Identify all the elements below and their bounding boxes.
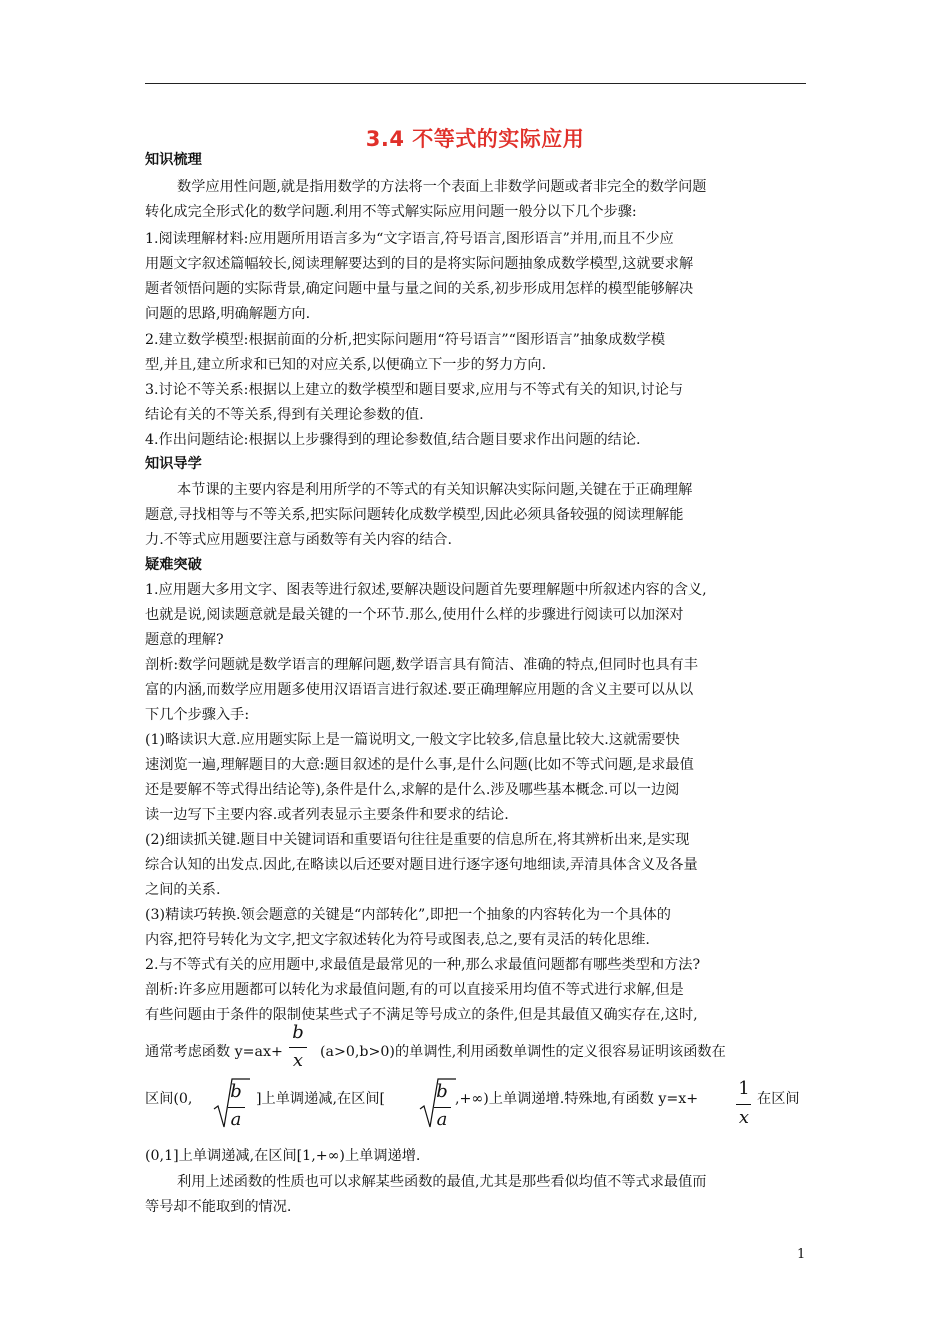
fraction-numerator: b — [292, 1022, 304, 1043]
paragraph-line: (2)细读抓关键.题目中关键词语和重要语句往往是重要的信息所在,将其辨析出来,是实现 — [145, 832, 690, 848]
paragraph-line: 2.建立数学模型:根据前面的分析,把实际问题用“符号语言”“图形语言”抽象成数学模 — [145, 332, 666, 348]
fraction-bar — [736, 1104, 751, 1105]
header-rule — [145, 83, 806, 84]
paragraph-line-middle: ]上单调递减,在区间[ — [256, 1091, 386, 1107]
fraction-denominator: x — [292, 1050, 304, 1071]
fraction-bar — [289, 1047, 307, 1048]
paragraph-line: 剖析:许多应用题都可以转化为求最值问题,有的可以直接采用均值不等式进行求解,但是 — [145, 982, 684, 998]
paragraph-line: 下几个步骤入手: — [145, 707, 250, 723]
paragraph-line: 等号却不能取到的情况. — [145, 1199, 292, 1215]
paragraph-line: (0,1]上单调递减,在区间[1,+∞)上单调递增. — [145, 1148, 421, 1164]
paragraph-line: 读一边写下主要内容.或者列表显示主要条件和要求的结论. — [145, 807, 509, 823]
paragraph-line: 2.与不等式有关的应用题中,求最值是最常见的一种,那么求最值问题都有哪些类型和方法? — [145, 957, 701, 973]
paragraph-line: (1)略读识大意.应用题实际上是一篇说明文,一般文字比较多,信息量比较大.这就需要快 — [145, 732, 680, 748]
section-heading: 知识梳理 — [145, 152, 202, 168]
paragraph-line: (3)精读巧转换.领会题意的关键是“内部转化”,即把一个抽象的内容转化为一个具体的 — [145, 907, 671, 923]
paragraph-line: 本节课的主要内容是利用所学的不等式的有关知识解决实际问题,关键在于正确理解 — [177, 482, 693, 498]
paragraph-line: 题意的理解? — [145, 632, 224, 648]
paragraph-line: 富的内涵,而数学应用题多使用汉语语言进行叙述.要正确理解应用题的含义主要可以从以 — [145, 682, 694, 698]
paragraph-line: 3.讨论不等关系:根据以上建立的数学模型和题目要求,应用与不等式有关的知识,讨论与 — [145, 382, 684, 398]
fraction-numerator: b — [230, 1081, 242, 1102]
paragraph-line: 有些问题由于条件的限制使某些式子不满足等号成立的条件,但是其最值又确实存在,这时, — [145, 1007, 698, 1023]
paragraph-line: 题意,寻找相等与不等关系,把实际问题转化成数学模型,因此必须具备较强的阅读理解能 — [145, 507, 684, 523]
paragraph-line: 型,并且,建立所求和已知的对应关系,以便确立下一步的努力方向. — [145, 357, 547, 373]
fraction-denominator: x — [738, 1107, 750, 1128]
section-heading: 知识导学 — [145, 456, 202, 472]
paragraph-line: 综合认知的出发点.因此,在略读以后还要对题目进行逐字逐句地细读,弄清具体含义及各量 — [145, 857, 698, 873]
fraction-numerator: b — [436, 1081, 448, 1102]
paragraph-line-start: 通常考虑函数 y=ax+ — [145, 1044, 283, 1060]
paragraph-line: 内容,把符号转化为文字,把文字叙述转化为符号或图表,总之,要有灵活的转化思维. — [145, 932, 650, 948]
paragraph-line-start: 区间(0, — [145, 1091, 193, 1107]
paragraph-line-middle: ,+∞)上单调递增.特殊地,有函数 y=x+ — [455, 1091, 699, 1107]
paragraph-line-end: (a>0,b>0)的单调性,利用函数单调性的定义很容易证明该函数在 — [320, 1044, 726, 1060]
paragraph-line: 也就是说,阅读题意就是最关键的一个环节.那么,使用什么样的步骤进行阅读可以加深对 — [145, 607, 684, 623]
paragraph-line: 题者领悟问题的实际背景,确定问题中量与量之间的关系,初步形成用怎样的模型能够解决 — [145, 281, 694, 297]
paragraph-line: 利用上述函数的性质也可以求解某些函数的最值,尤其是那些看似均值不等式求最值而 — [177, 1174, 707, 1190]
fraction-denominator: a — [436, 1109, 448, 1130]
paragraph-line: 用题文字叙述篇幅较长,阅读理解要达到的目的是将实际问题抽象成数学模型,这就要求解 — [145, 256, 694, 272]
fraction-numerator: 1 — [738, 1078, 750, 1099]
paragraph-line: 还是要解不等式得出结论等),条件是什么,求解的是什么.涉及哪些基本概念.可以一边阅 — [145, 782, 680, 798]
page-number: 1 — [797, 1247, 806, 1262]
paragraph-line: 数学应用性问题,就是指用数学的方法将一个表面上非数学问题或者非完全的数学问题 — [177, 179, 707, 195]
paragraph-line: 4.作出问题结论:根据以上步骤得到的理论参数值,结合题目要求作出问题的结论. — [145, 432, 641, 448]
fraction-bar — [228, 1107, 245, 1108]
paragraph-line: 速浏览一遍,理解题目的大意:题目叙述的是什么事,是什么问题(比如不等式问题,是求最值 — [145, 757, 694, 773]
paragraph-line: 剖析:数学问题就是数学语言的理解问题,数学语言具有简洁、准确的特点,但同时也具有丰 — [145, 657, 698, 673]
paragraph-line: 1.应用题大多用文字、图表等进行叙述,要解决题设问题首先要理解题中所叙述内容的含义, — [145, 582, 707, 598]
paragraph-line: 结论有关的不等关系,得到有关理论参数的值. — [145, 407, 424, 423]
page-title: 3.4 不等式的实际应用 — [365, 127, 585, 151]
section-heading: 疑难突破 — [145, 557, 202, 573]
paragraph-line: 1.阅读理解材料:应用题所用语言多为“文字语言,符号语言,图形语言”并用,而且不少应 — [145, 231, 674, 247]
fraction-denominator: a — [230, 1109, 242, 1130]
paragraph-line-end: 在区间 — [757, 1091, 800, 1107]
paragraph-line: 转化成完全形式化的数学问题.利用不等式解实际应用问题一般分以下几个步骤: — [145, 204, 637, 220]
fraction-bar — [434, 1107, 451, 1108]
paragraph-line: 问题的思路,明确解题方向. — [145, 306, 311, 322]
paragraph-line: 之间的关系. — [145, 882, 221, 898]
paragraph-line: 力.不等式应用题要注意与函数等有关内容的结合. — [145, 532, 452, 548]
